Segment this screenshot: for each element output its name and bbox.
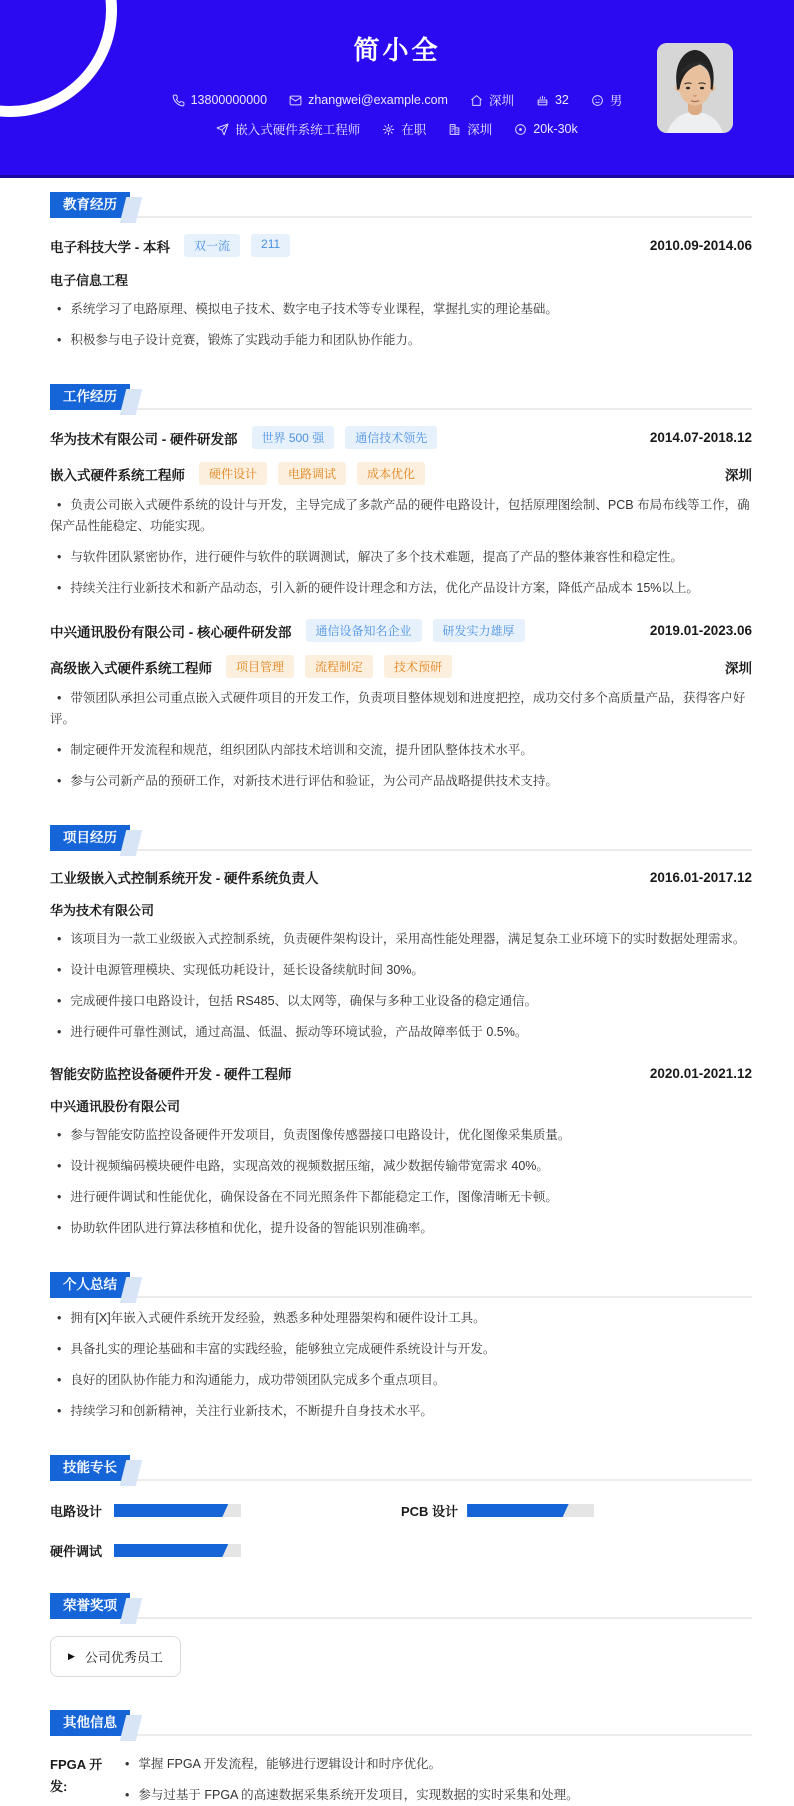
company-tag: 通信技术领先 xyxy=(345,426,437,449)
skill-label: 硬件调试 xyxy=(50,1544,103,1559)
contact-phone: 13800000000 xyxy=(172,93,267,107)
company-row xyxy=(50,426,752,449)
mail-icon xyxy=(289,94,302,107)
work-date: 2014.07-2018.12 xyxy=(649,430,752,445)
skill-fill xyxy=(114,1544,228,1557)
section-honors xyxy=(50,1593,752,1677)
job-city: 深圳 xyxy=(448,120,492,138)
role-tags xyxy=(226,655,452,678)
project-row xyxy=(50,867,752,887)
contact-age: 32 xyxy=(536,93,569,107)
project-date: 2020.01-2021.12 xyxy=(649,1065,752,1081)
project-bullet: • 完成硬件接口电路设计，包括 RS485、以太网等，确保与多种工业设备的稳定通信。 xyxy=(50,991,752,1012)
company-tags xyxy=(252,426,438,449)
major: 电子信息工程 xyxy=(50,273,129,288)
section-title-work: 工作经历 xyxy=(50,384,130,410)
job-intention: 嵌入式硬件系统工程师 xyxy=(216,120,360,138)
project-entry xyxy=(50,1063,752,1239)
project-bullet: • 进行硬件可靠性测试，通过高温、低温、振动等环境试验，产品故障率低于 0.5%。 xyxy=(50,1022,752,1043)
skill-label: PCB 设计 xyxy=(401,1504,459,1519)
projects-header xyxy=(50,825,752,851)
summary-bullet: • 持续学习和创新精神，关注行业新技术，不断提升自身技术水平。 xyxy=(50,1401,752,1422)
section-projects xyxy=(50,825,752,1239)
salary-icon xyxy=(514,123,527,136)
job-title: 高级嵌入式硬件系统工程师 xyxy=(50,660,212,676)
role-tag: 电路调试 xyxy=(278,462,346,485)
education-header xyxy=(50,192,752,218)
skill-item xyxy=(50,1501,401,1520)
honors-header xyxy=(50,1593,752,1619)
skill-fill xyxy=(114,1504,228,1517)
other-row xyxy=(50,1754,752,1806)
section-education xyxy=(50,192,752,351)
skill-item xyxy=(401,1501,752,1520)
company-tag: 世界 500 强 xyxy=(252,426,335,449)
project-bullet: • 该项目为一款工业级嵌入式控制系统，负责硬件架构设计，采用高性能处理器，满足复杂工业环境下的实时数据处理需求。 xyxy=(50,929,752,950)
work-bullet-list xyxy=(50,495,752,599)
role-tag: 硬件设计 xyxy=(199,462,267,485)
work-bullet: • 负责公司嵌入式硬件系统的设计与开发，主导完成了多款产品的硬件电路设计，包括原理图绘制、PCB 布局布线等工作，确保产品性能稳定、功能实现。 xyxy=(50,495,752,537)
phone-icon xyxy=(172,94,185,107)
honor-chip[interactable] xyxy=(50,1636,181,1677)
other-bullet: • 参与过基于 FPGA 的高速数据采集系统开发项目，实现数据的实时采集和处理。 xyxy=(118,1785,752,1806)
section-work xyxy=(50,384,752,792)
project-row xyxy=(50,1063,752,1083)
contact-location: 深圳 xyxy=(470,91,514,109)
age-icon xyxy=(536,94,549,107)
summary-bullet: • 具备扎实的理论基础和丰富的实践经验，能够独立完成硬件系统设计与开发。 xyxy=(50,1339,752,1360)
resume-header xyxy=(0,0,794,178)
work-date: 2019.01-2023.06 xyxy=(649,623,752,638)
work-bullet: • 参与公司新产品的预研工作，对新技术进行评估和验证，为公司产品战略提供技术支持。 xyxy=(50,771,752,792)
role-row xyxy=(50,462,752,485)
company-tags xyxy=(306,619,525,642)
project-bullet: • 设计电源管理模块、实现低功耗设计，延长设备续航时间 30%。 xyxy=(50,960,752,981)
project-bullet: • 协助软件团队进行算法移植和优化，提升设备的智能识别准确率。 xyxy=(50,1218,752,1239)
skills-grid xyxy=(50,1501,752,1560)
salary-expectation: 20k-30k xyxy=(514,122,577,136)
job-location: 深圳 xyxy=(725,467,752,483)
work-bullet: • 带领团队承担公司重点嵌入式硬件项目的开发工作，负责项目整体规划和进度把控，成功交付多个高质量产品，获得客户好评。 xyxy=(50,688,752,730)
skill-bar xyxy=(114,1544,241,1557)
project-company: 中兴通讯股份有限公司 xyxy=(50,1099,181,1114)
summary-bullet: • 拥有[X]年嵌入式硬件系统开发经验，熟悉多种处理器架构和硬件设计工具。 xyxy=(50,1308,752,1329)
project-bullet-list xyxy=(50,929,752,1043)
project-name: 智能安防监控设备硬件开发 - 硬件工程师 xyxy=(50,1067,292,1082)
job-location: 深圳 xyxy=(725,660,752,676)
expand-arrow-icon xyxy=(68,1652,75,1661)
gender-icon xyxy=(591,94,604,107)
home-icon xyxy=(470,94,483,107)
status-icon xyxy=(382,123,395,136)
other-bullet-list xyxy=(118,1754,752,1806)
education-bullet: • 积极参与电子设计竞赛，锻炼了实践动手能力和团队协作能力。 xyxy=(50,330,752,351)
project-name: 工业级嵌入式控制系统开发 - 硬件系统负责人 xyxy=(50,871,319,886)
section-title-projects: 项目经历 xyxy=(50,825,130,851)
project-bullet: • 进行硬件调试和性能优化，确保设备在不同光照条件下都能稳定工作，图像清晰无卡顿。 xyxy=(50,1187,752,1208)
skill-label: 电路设计 xyxy=(50,1504,103,1519)
company-name: 中兴通讯股份有限公司 - 核心硬件研发部 xyxy=(50,624,292,640)
project-entry xyxy=(50,867,752,1043)
company-row xyxy=(50,619,752,642)
work-entry xyxy=(50,619,752,792)
resume-body xyxy=(0,192,794,1806)
project-bullet: • 参与智能安防监控设备硬件开发项目，负责图像传感器接口电路设计，优化图像采集质量。 xyxy=(50,1125,752,1146)
project-bullet-list xyxy=(50,1125,752,1239)
portrait-illustration xyxy=(657,43,733,133)
summary-bullet: • 良好的团队协作能力和沟通能力，成功带领团队完成多个重点项目。 xyxy=(50,1370,752,1391)
contact-email: zhangwei@example.com xyxy=(289,93,448,107)
skills-header xyxy=(50,1455,752,1481)
skill-bar xyxy=(467,1504,594,1517)
education-row xyxy=(50,234,752,257)
school-name: 电子科技大学 - 本科 xyxy=(50,239,170,255)
section-title-education: 教育经历 xyxy=(50,192,130,218)
skill-bar xyxy=(114,1504,241,1517)
work-bullet: • 持续关注行业新技术和新产品动态，引入新的硬件设计理念和方法，优化产品设计方案，降低产品成本 15%以上。 xyxy=(50,578,752,599)
role-tag: 项目管理 xyxy=(226,655,294,678)
section-title-other: 其他信息 xyxy=(50,1710,130,1736)
job-title: 嵌入式硬件系统工程师 xyxy=(50,467,185,483)
role-row xyxy=(50,655,752,678)
summary-header xyxy=(50,1272,752,1298)
section-title-honors: 荣誉奖项 xyxy=(50,1593,130,1619)
role-tag: 流程制定 xyxy=(305,655,373,678)
section-title-summary: 个人总结 xyxy=(50,1272,130,1298)
company-tag: 研发实力雄厚 xyxy=(433,619,525,642)
company-tag: 通信设备知名企业 xyxy=(306,619,422,642)
section-title-skills: 技能专长 xyxy=(50,1455,130,1481)
role-tag: 技术预研 xyxy=(384,655,452,678)
send-icon xyxy=(216,123,229,136)
section-summary xyxy=(50,1272,752,1422)
work-bullet: • 与软件团队紧密协作，进行硬件与软件的联调测试，解决了多个技术难题，提高了产品的整体兼容性和稳定性。 xyxy=(50,547,752,568)
section-other xyxy=(50,1710,752,1806)
skill-item xyxy=(50,1541,401,1560)
other-header xyxy=(50,1710,752,1736)
other-bullet: • 掌握 FPGA 开发流程，能够进行逻辑设计和时序优化。 xyxy=(118,1754,752,1775)
education-date: 2010.09-2014.06 xyxy=(649,238,752,253)
job-status: 在职 xyxy=(382,120,426,138)
project-company: 华为技术有限公司 xyxy=(50,903,155,918)
school-tag: 双一流 xyxy=(184,234,240,257)
school-tag: 211 xyxy=(251,234,290,257)
section-skills xyxy=(50,1455,752,1560)
role-tags xyxy=(199,462,425,485)
other-label: FPGA 开发: xyxy=(50,1757,103,1794)
role-tag: 成本优化 xyxy=(357,462,425,485)
work-bullet-list xyxy=(50,688,752,792)
candidate-name: 简小全 xyxy=(353,35,441,65)
summary-bullet-list xyxy=(50,1308,752,1422)
profile-photo xyxy=(657,43,733,133)
contact-gender: 男 xyxy=(591,91,623,109)
work-bullet: • 制定硬件开发流程和规范，组织团队内部技术培训和交流，提升团队整体技术水平。 xyxy=(50,740,752,761)
work-header xyxy=(50,384,752,410)
school-tags xyxy=(184,234,290,257)
building-icon xyxy=(448,123,461,136)
education-bullet-list xyxy=(50,299,752,351)
project-bullet: • 设计视频编码模块硬件电路，实现高效的视频数据压缩，减少数据传输带宽需求 40%。 xyxy=(50,1156,752,1177)
skill-fill xyxy=(467,1504,569,1517)
project-date: 2016.01-2017.12 xyxy=(649,869,752,885)
education-bullet: • 系统学习了电路原理、模拟电子技术、数字电子技术等专业课程，掌握扎实的理论基础。 xyxy=(50,299,752,320)
honor-label: 公司优秀员工 xyxy=(84,1650,163,1665)
company-name: 华为技术有限公司 - 硬件研发部 xyxy=(50,431,238,447)
work-entry xyxy=(50,426,752,599)
